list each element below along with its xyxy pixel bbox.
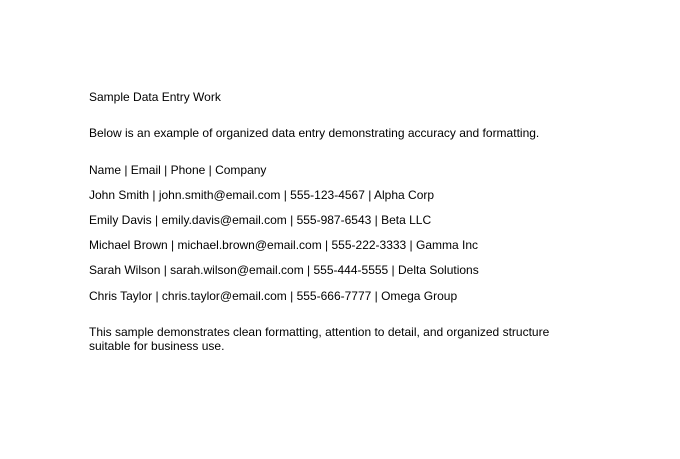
table-header-row: Name | Email | Phone | Company <box>89 163 267 177</box>
data-row-2: Emily Davis | emily.davis@email.com | 555-987-6543 | Beta LLC <box>89 213 432 227</box>
data-row-5: Chris Taylor | chris.taylor@email.com | 555-666-7777 | Omega Group <box>89 289 458 303</box>
document-title: Sample Data Entry Work <box>89 90 221 104</box>
intro-paragraph: Below is an example of organized data entry demonstrating accuracy and formatting. <box>89 126 540 140</box>
data-row-4: Sarah Wilson | sarah.wilson@email.com | 555-444-5555 | Delta Solutions <box>89 263 479 277</box>
data-row-1: John Smith | john.smith@email.com | 555-123-4567 | Alpha Corp <box>89 188 435 202</box>
data-row-3: Michael Brown | michael.brown@email.com | 555-222-3333 | Gamma Inc <box>89 238 479 252</box>
closing-paragraph: This sample demonstrates clean formatting, attention to detail, and organized structure suitable for business use. <box>89 325 550 353</box>
